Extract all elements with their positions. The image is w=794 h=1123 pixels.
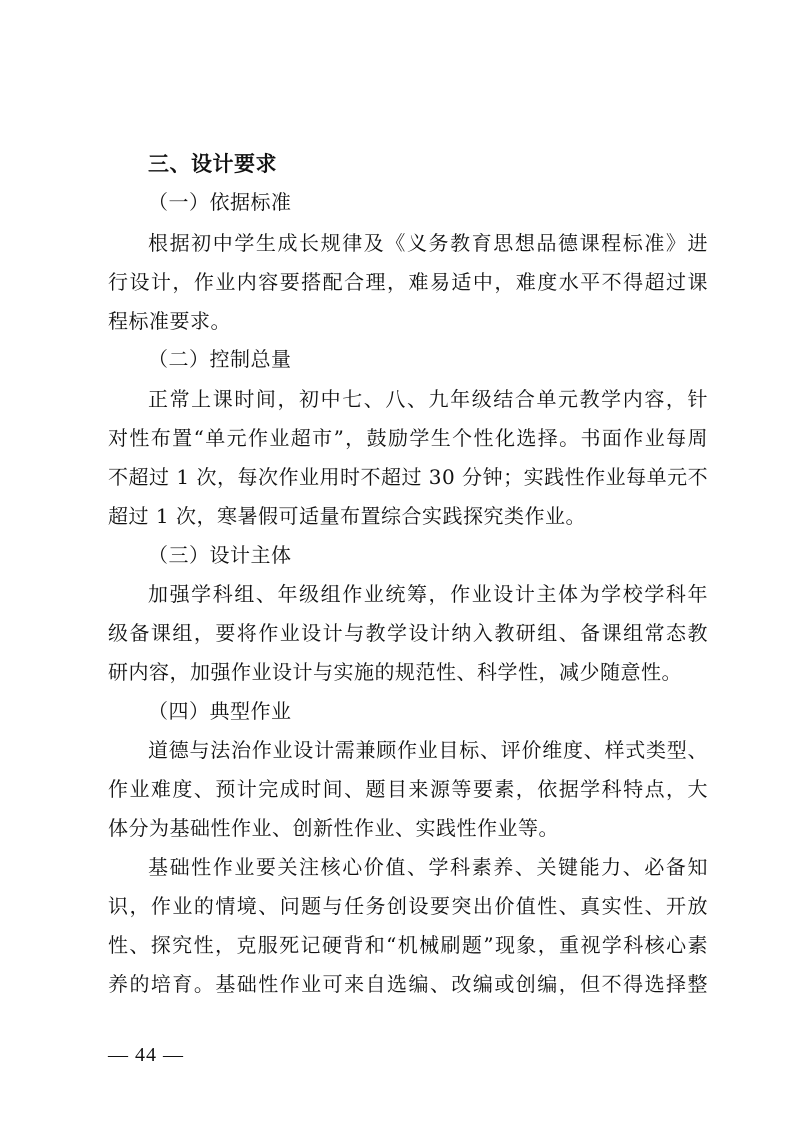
paragraph-line: 行设计，作业内容要搭配合理，难易适中，难度水平不得超过课	[108, 270, 708, 294]
paragraph-line: 道德与法治作业设计需兼顾作业目标、评价维度、样式类型、	[148, 738, 708, 762]
paragraph-line: 基础性作业要关注核心价值、学科素养、关键能力、必备知	[148, 855, 708, 879]
paragraph-line: 体分为基础性作业、创新性作业、实践性作业等。	[108, 816, 559, 840]
paragraph-line: 作业难度、预计完成时间、题目来源等要素，依据学科特点，大	[108, 777, 708, 801]
subsection-title-typical: （四）典型作业	[148, 699, 292, 723]
subsection-title-subject: （三）设计主体	[148, 543, 292, 567]
section-heading: 三、设计要求	[148, 152, 277, 176]
paragraph-line: 超过 1 次，寒暑假可适量布置综合实践探究类作业。	[108, 504, 586, 528]
paragraph-line: 级备课组，要将作业设计与教学设计纳入教研组、备课组常态教	[108, 621, 708, 645]
paragraph-line: 根据初中学生成长规律及《义务教育思想品德课程标准》进	[148, 231, 708, 255]
paragraph-line: 程标准要求。	[108, 309, 231, 333]
paragraph-line: 对性布置“单元作业超市”，鼓励学生个性化选择。书面作业每周	[108, 426, 708, 450]
page-number: — 44 —	[108, 1044, 184, 1066]
paragraph-line: 正常上课时间，初中七、八、九年级结合单元教学内容，针	[148, 387, 708, 411]
paragraph-line: 养的培育。基础性作业可来自选编、改编或创编，但不得选择整	[108, 972, 708, 996]
paragraph-line: 不超过 1 次，每次作业用时不超过 30 分钟；实践性作业每单元不	[108, 465, 709, 489]
paragraph-line: 性、探究性，克服死记硬背和“机械刷题”现象，重视学科核心素	[108, 933, 708, 957]
subsection-title-basis: （一）依据标准	[148, 190, 292, 214]
subsection-title-total: （二）控制总量	[148, 347, 292, 371]
paragraph-line: 识，作业的情境、问题与任务创设要突出价值性、真实性、开放	[108, 894, 708, 918]
paragraph-line: 加强学科组、年级组作业统筹，作业设计主体为学校学科年	[148, 582, 708, 606]
paragraph-line: 研内容，加强作业设计与实施的规范性、科学性，减少随意性。	[108, 660, 682, 684]
